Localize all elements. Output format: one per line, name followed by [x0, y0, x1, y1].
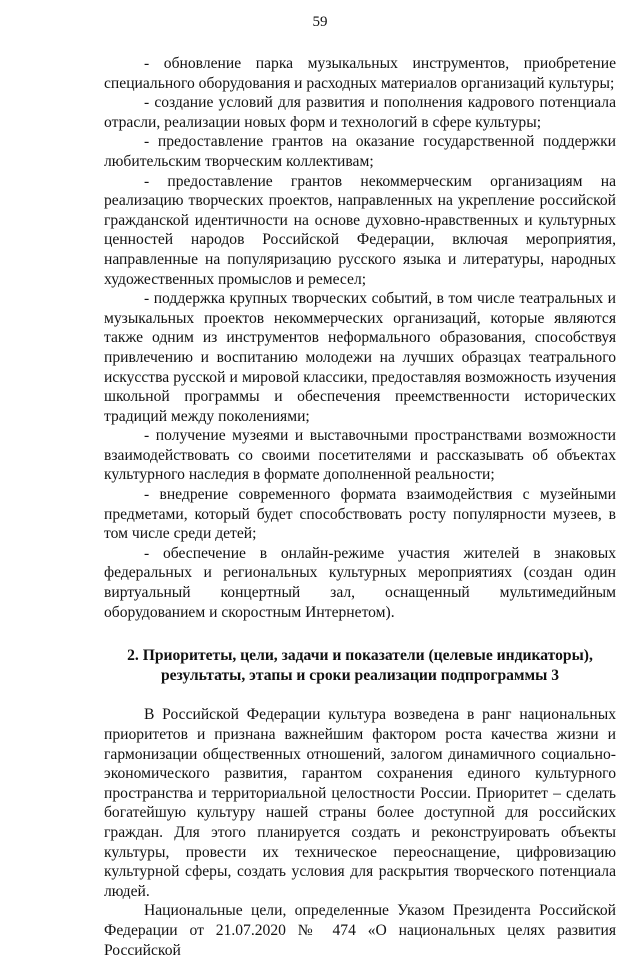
- bullet-item: - предоставление грантов некоммерческим организациям на реализацию творческих проектов, направленных на укрепление российской гражданской идентичности на основе духовно-нравственных и культурных ценностей народов Российской Федерации, включая мероприятия, направленные на популяризацию русского языка и литературы, народных художественных промыслов и ремесел;: [104, 172, 616, 288]
- body-paragraph: В Российской Федерации культура возведена в ранг национальных приоритетов и признана важнейшим фактором роста качества жизни и гармонизации общественных отношений, залогом динамичного социально-экономического развития, гарантом сохранения единого культурного пространства и территориальной целостности России. Приоритет – сделать богатейшую культуру нашей страны более доступной для российских граждан. Для этого планируется создать и реконструировать объекты культуры, провести их техническое переоснащение, цифровизацию культурной сферы, создать условия для раскрытия творческого потенциала людей.: [104, 706, 616, 900]
- bullet-item: - создание условий для развития и пополнения кадрового потенциала отрасли, реализации новых форм и технологий в сфере культуры;: [104, 94, 616, 131]
- bullet-item: - внедрение современного формата взаимодействия с музейными предметами, который будет способствовать росту популярности музеев, в том числе среди детей;: [104, 486, 616, 543]
- body-paragraph: Национальные цели, определенные Указом Президента Российской Федерации от 21.07.2020 № 474 «О национальных целях развития Российской: [104, 902, 616, 959]
- bullet-item: - поддержка крупных творческих событий, в том числе театральных и музыкальных проектов некоммерческих организаций, которые являются также одним из инструментов неформального образования, способствуя привлечению и воспитанию молодежи на лучших образцах театрального искусства русской и мировой классики, предоставляя возможность изучения школьной программы и обеспечения преемственности исторических традиций между поколениями;: [104, 290, 616, 425]
- document-body: [104, 54, 616, 960]
- section-heading: 2. Приоритеты, цели, задачи и показатели (целевые индикаторы), результаты, этапы и сроки реализации подпрограммы 3: [127, 647, 593, 684]
- bullet-item: - обеспечение в онлайн-режиме участия жителей в знаковых федеральных и региональных культурных мероприятиях (создан один виртуальный концертный зал, оснащенный мультимедийным оборудованием и скоростным Интернетом).: [104, 544, 616, 621]
- bullet-item: - получение музеями и выставочными пространствами возможности взаимодействовать со своими посетителями и рассказывать об объектах культурного наследия в формате дополненной реальности;: [104, 427, 616, 484]
- page-number: 59: [312, 14, 328, 30]
- bullet-item: - предоставление грантов на оказание государственной поддержки любительским творческим коллективам;: [104, 133, 616, 170]
- bullet-item: - обновление парка музыкальных инструментов, приобретение специального оборудования и расходных материалов организаций культуры;: [104, 55, 616, 92]
